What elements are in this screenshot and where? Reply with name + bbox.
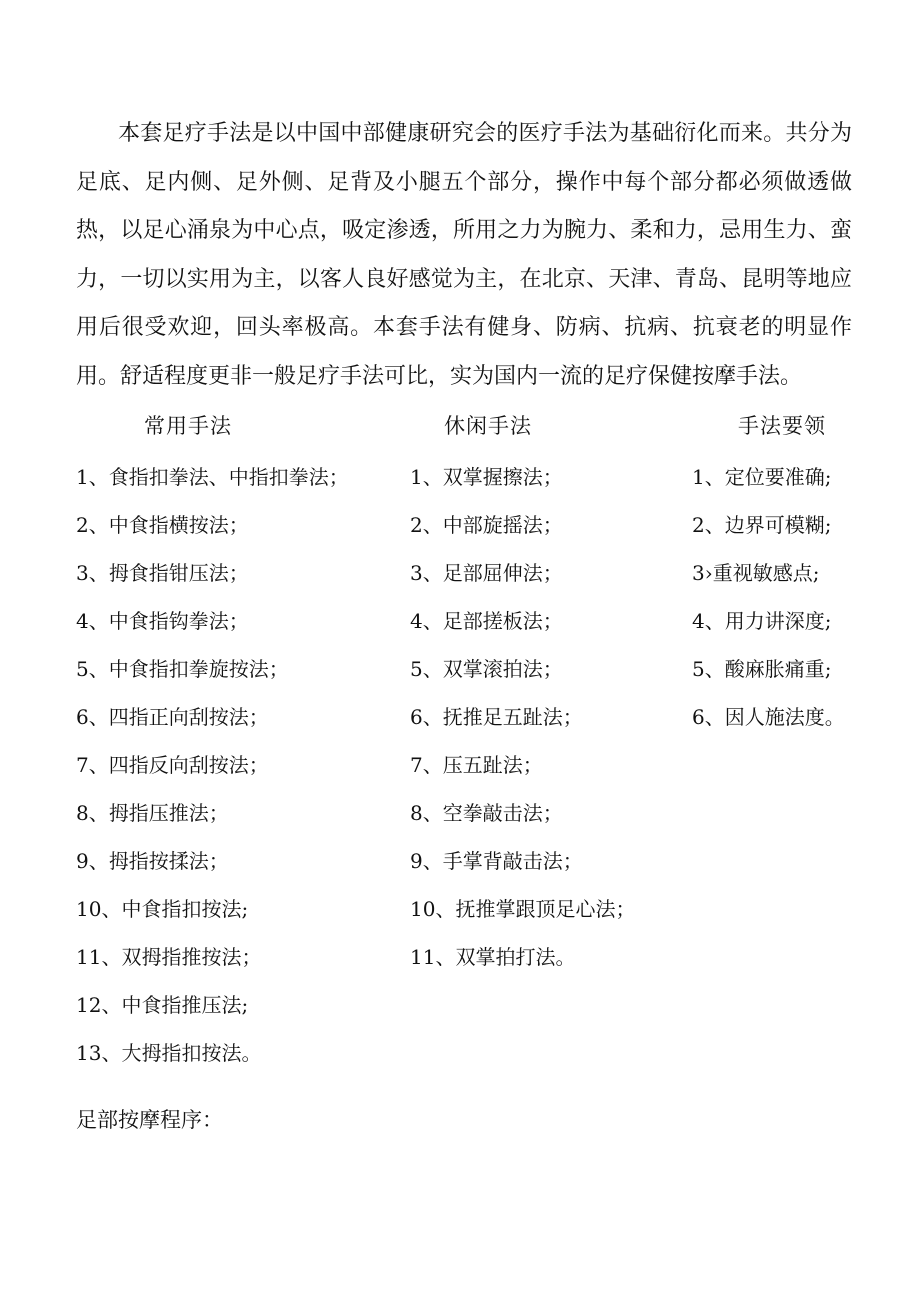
intro-paragraph: 本套足疗手法是以中国中部健康研究会的医疗手法为基础衍化而来。共分为足底、足内侧、足外侧、足背及小腿五个部分，操作中每个部分都必须做透做热，以足心涌泉为中心点，吸定渗透，所用之力为腕力、柔和力，忌用生力、蛮力，一切以实用为主，以客人良好感觉为主，在北京、天津、青岛、昆明等地应用后很受欢迎，回头率极高。本套手法有健身、防病、抗病、抗衰老的明显作用。舒适程度更非一般足疗手法可比，实为国内一流的足疗保健按摩手法。 [76, 121, 852, 389]
leisure-techniques-heading: 休闲手法 [444, 414, 532, 438]
list-item: 1、定位要准确; [692, 465, 832, 489]
list-item: 11、双拇指推按法； [76, 945, 262, 969]
list-item: 7、四指反向刮按法； [76, 753, 269, 777]
list-item: 7、压五趾法； [410, 753, 543, 777]
list-item: 8、拇指压推法； [76, 801, 229, 825]
list-item: 13、大拇指扣按法。 [76, 1041, 262, 1065]
common-techniques-column [76, 405, 396, 1077]
list-item: 10、抚推掌跟顶足心法； [410, 897, 636, 921]
list-item: 6、因人施法度。 [692, 705, 845, 729]
list-item: 8、空拳敲击法； [410, 801, 563, 825]
key-points-list [692, 453, 892, 741]
list-item: 3›重视敏感点; [692, 561, 820, 585]
list-item: 6、抚推足五趾法； [410, 705, 583, 729]
list-item: 10、中食指扣按法; [76, 897, 249, 921]
foot-massage-procedure-heading: 足部按摩程序： [76, 1108, 223, 1132]
list-item: 9、拇指按揉法； [76, 849, 229, 873]
list-item: 9、手掌背敲击法； [410, 849, 583, 873]
list-item: 1、双掌握擦法； [410, 465, 563, 489]
list-item: 5、酸麻胀痛重; [692, 657, 832, 681]
list-item: 2、边界可模糊; [692, 513, 832, 537]
common-techniques-list [76, 453, 396, 1077]
leisure-techniques-list [410, 453, 670, 981]
list-item: 2、中食指横按法； [76, 513, 249, 537]
key-points-heading: 手法要领 [738, 414, 826, 438]
list-item: 5、中食指扣拳旋按法； [76, 657, 289, 681]
list-item: 12、中食指推压法; [76, 993, 249, 1017]
list-item: 4、足部搓板法； [410, 609, 563, 633]
list-item: 1、食指扣拳法、中指扣拳法； [76, 465, 349, 489]
common-techniques-heading: 常用手法 [144, 414, 232, 438]
list-item: 5、双掌滚拍法； [410, 657, 563, 681]
list-item: 6、四指正向刮按法； [76, 705, 269, 729]
list-item: 3、拇食指钳压法； [76, 561, 249, 585]
leisure-techniques-column [410, 405, 670, 981]
list-item: 4、中食指钩拳法； [76, 609, 249, 633]
list-item: 4、用力讲深度; [692, 609, 832, 633]
list-item: 11、双掌拍打法。 [410, 945, 576, 969]
list-item: 2、中部旋摇法； [410, 513, 563, 537]
key-points-column [692, 405, 892, 741]
list-item: 3、足部屈伸法； [410, 561, 563, 585]
